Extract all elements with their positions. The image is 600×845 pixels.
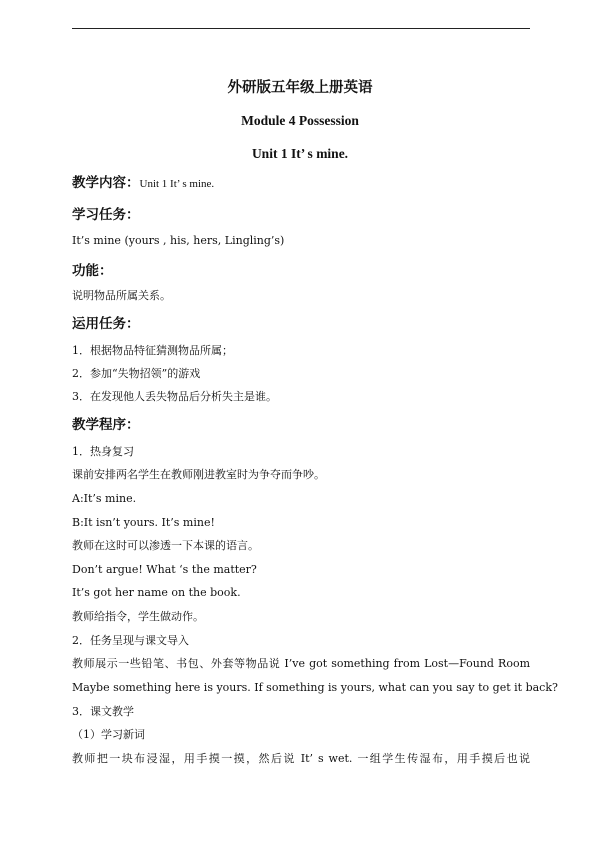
procedure-line: 教师把一块布浸湿，用手摸一摸，然后说 It’ s wet. 一组学生传湿布，用手摸后也说 bbox=[72, 752, 530, 765]
usage-item: 3．在发现他人丢失物品后分析失主是谁。 bbox=[72, 390, 277, 403]
procedure-line: 2．任务呈现与课文导入 bbox=[72, 634, 189, 647]
dialogue-line: A:It’s mine. bbox=[72, 492, 137, 505]
procedure-heading: 教学程序： bbox=[72, 417, 140, 433]
teaching-content-value: Unit 1 It’ s mine. bbox=[139, 178, 215, 190]
learning-task-heading: 学习任务： bbox=[72, 207, 140, 223]
dialogue-line: B:It isn’t yours. It’s mine! bbox=[72, 516, 215, 529]
usage-item: 2．参加“失物招领”的游戏 bbox=[72, 367, 201, 380]
document-title: 外研版五年级上册英语 bbox=[227, 80, 373, 96]
usage-task-heading: 运用任务： bbox=[72, 316, 140, 332]
procedure-line: 教师在这时可以渗透一下本课的语言。 bbox=[72, 539, 259, 552]
teaching-content-row bbox=[72, 176, 214, 191]
learning-task-text: It’s mine (yours , his, hers, Lingling’s) bbox=[72, 234, 285, 247]
procedure-line: Maybe something here is yours. If something is yours, what can you say to get it back? bbox=[72, 681, 558, 694]
procedure-line: 3．课文教学 bbox=[72, 705, 134, 718]
procedure-line: 课前安排两名学生在教师刚进教室时为争夺而争吵。 bbox=[72, 468, 325, 481]
unit-title: Unit 1 It’ s mine. bbox=[251, 146, 349, 161]
procedure-line: 教师展示一些铅笔、书包、外套等物品说 I’ve got something from Lost—Found Room bbox=[72, 657, 530, 670]
usage-item: 1．根据物品特征猜测物品所属； bbox=[72, 344, 233, 357]
dialogue-line: It’s got her name on the book. bbox=[72, 586, 241, 599]
procedure-line: 1．热身复习 bbox=[72, 445, 134, 458]
teaching-content-label: 教学内容： bbox=[72, 175, 140, 191]
function-text: 说明物品所属关系。 bbox=[72, 289, 171, 302]
header-rule bbox=[72, 28, 530, 29]
procedure-line: 教师给指令，学生做动作。 bbox=[72, 610, 204, 623]
dialogue-line: Don’t argue! What ‘s the matter? bbox=[72, 563, 257, 576]
function-heading: 功能： bbox=[72, 263, 113, 279]
module-title: Module 4 Possession bbox=[241, 113, 359, 128]
procedure-line: （1）学习新词 bbox=[72, 728, 145, 741]
